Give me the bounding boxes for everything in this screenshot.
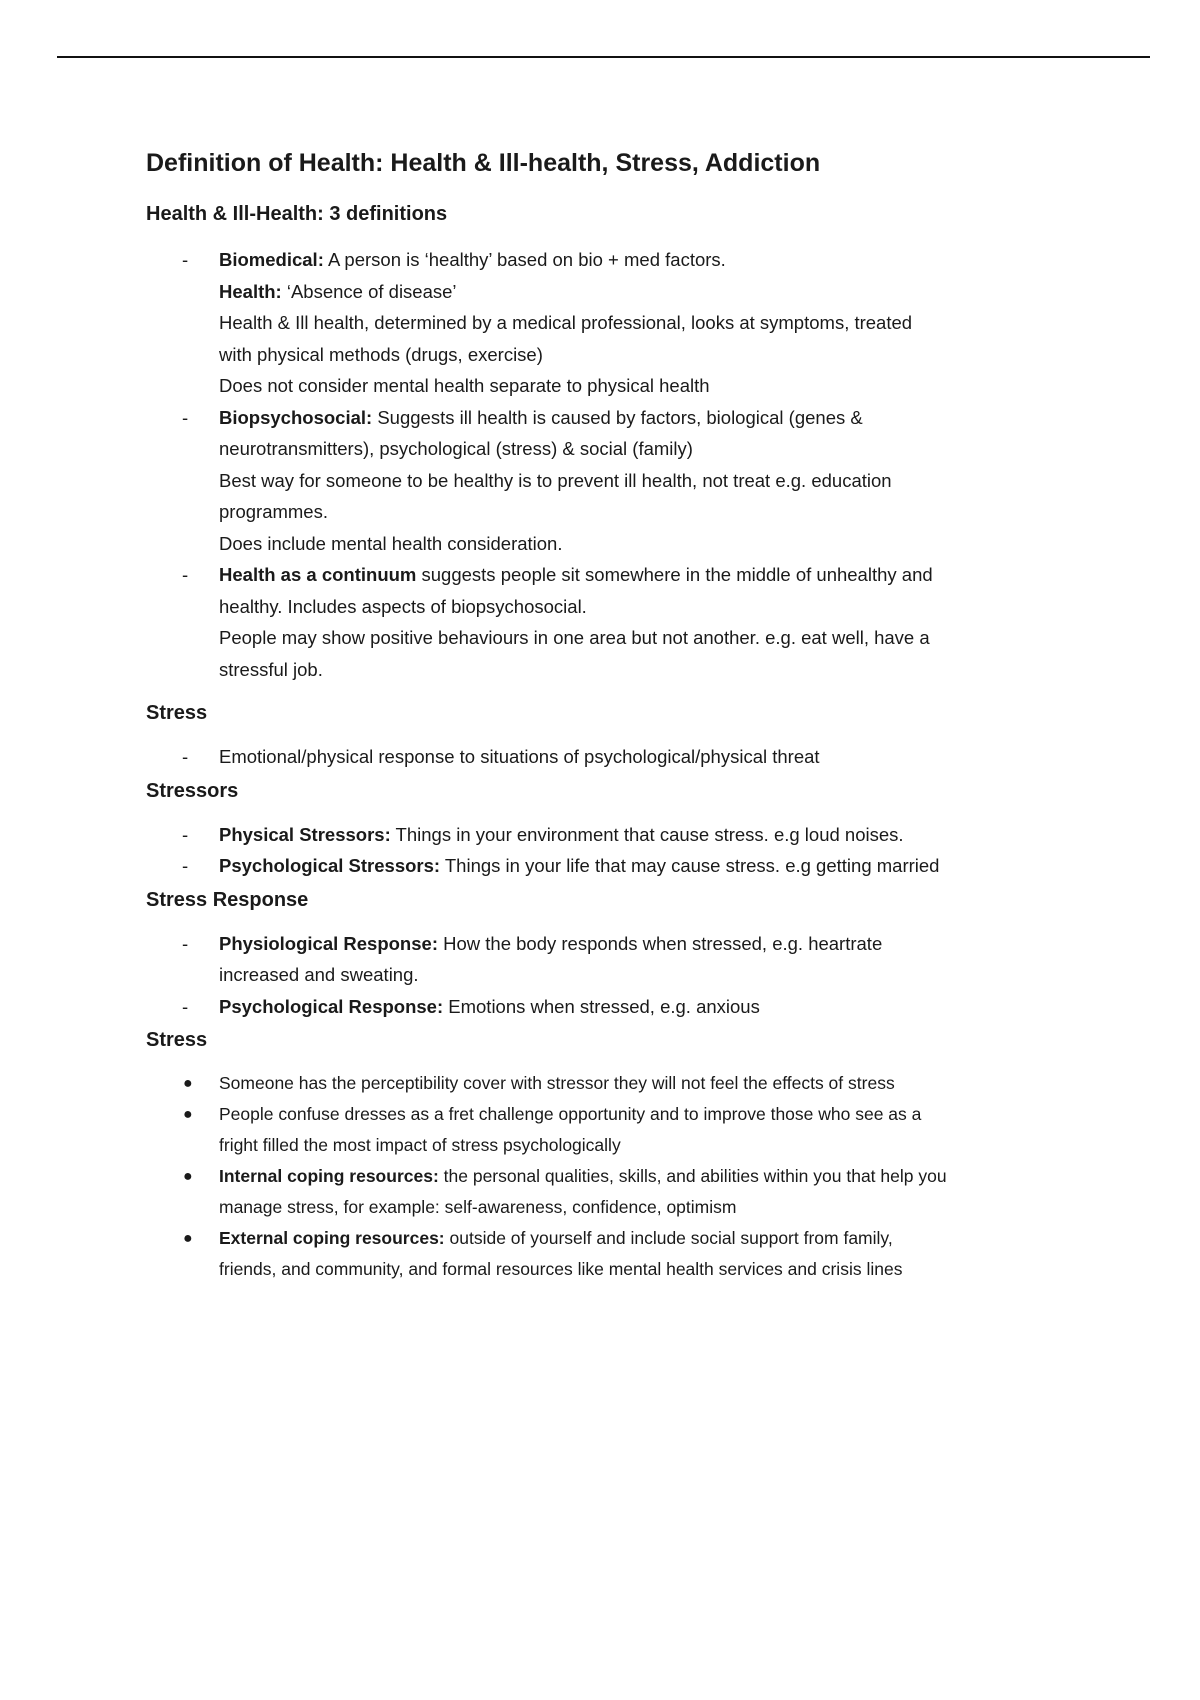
section-heading-health: Health & Ill-Health: 3 definitions <box>146 203 448 225</box>
dash-marker: - <box>182 249 189 270</box>
section-heading-stress-response: Stress Response <box>146 888 309 911</box>
stressors-list <box>146 819 1076 882</box>
bullet-marker: ● <box>183 1230 193 1247</box>
list-item: ● Someone has the perceptibility cover with stressor they will not feel the effects of stress <box>146 1068 1076 1099</box>
list-item: - Emotional/physical response to situations of psychological/physical threat <box>146 741 1076 773</box>
list-item: - Physical Stressors: Things in your environment that cause stress. e.g loud noises. <box>146 819 1076 851</box>
list-item: ● External coping resources: outside of yourself and include social support from family, friends, and community, and formal resources like mental health services and crisis lines <box>146 1223 1076 1285</box>
term-health: Health: <box>219 280 282 302</box>
list-item: - Physiological Response: How the body responds when stressed, e.g. heartrate increased and sweating. <box>146 928 1076 991</box>
dash-marker: - <box>182 995 189 1017</box>
section-heading-stress-2: Stress <box>146 1029 208 1051</box>
list-item: - Biomedical: A person is ‘healthy’ based on bio + med factors. Health: ‘Absence of disease’ Health & Ill health, determined by a medical professional, looks at symptoms, treated with physical methods (drugs, exercise) Does not consider mental health separate to physical health <box>146 244 1076 402</box>
health-definitions-list <box>146 244 1076 685</box>
list-item: ● People confuse dresses as a fret challenge opportunity and to improve those who see as a fright filled the most impact of stress psychologically <box>146 1099 1076 1161</box>
dash-marker: - <box>182 932 189 954</box>
list-item: - Psychological Response: Emotions when stressed, e.g. anxious <box>146 991 1076 1023</box>
dash-marker: - <box>182 855 189 876</box>
section-heading-stressors: Stressors <box>146 779 239 802</box>
top-divider <box>57 56 1150 58</box>
stress-bullets-list <box>146 1068 1076 1285</box>
term-biopsychosocial: Biopsychosocial: <box>219 406 373 428</box>
list-item: ● Internal coping resources: the personal qualities, skills, and abilities within you that help you manage stress, for example: self-awareness, confidence, optimism <box>146 1161 1076 1223</box>
document-body <box>146 146 1076 1285</box>
dash-marker: - <box>182 823 189 845</box>
bullet-marker: ● <box>183 1168 193 1185</box>
bullet-marker: ● <box>183 1075 193 1092</box>
stress-list <box>146 741 1076 773</box>
dash-marker: - <box>182 564 189 585</box>
list-item: - Health as a continuum suggests people sit somewhere in the middle of unhealthy and healthy. Includes aspects of biopsychosocial. People may show positive behaviours in one area but not another. e.g. eat well, have a stressful job. <box>146 559 1076 685</box>
section-heading-stress: Stress <box>146 702 208 724</box>
dash-marker: - <box>182 406 189 428</box>
dash-marker: - <box>182 746 189 767</box>
term-continuum: Health as a continuum <box>219 564 417 585</box>
list-item: - Psychological Stressors: Things in your life that may cause stress. e.g getting married <box>146 850 1076 882</box>
list-item: - Biopsychosocial: Suggests ill health is caused by factors, biological (genes & neurotransmitters), psychological (stress) & social (family) Best way for someone to be healthy is to prevent ill health, not treat e.g. education programmes. Does include mental health consideration. <box>146 402 1076 560</box>
stress-response-list <box>146 928 1076 1023</box>
bullet-marker: ● <box>183 1106 193 1123</box>
term-biomedical: Biomedical: <box>219 249 324 270</box>
page-title: Definition of Health: Health & Ill-health, Stress, Addiction <box>146 149 821 177</box>
